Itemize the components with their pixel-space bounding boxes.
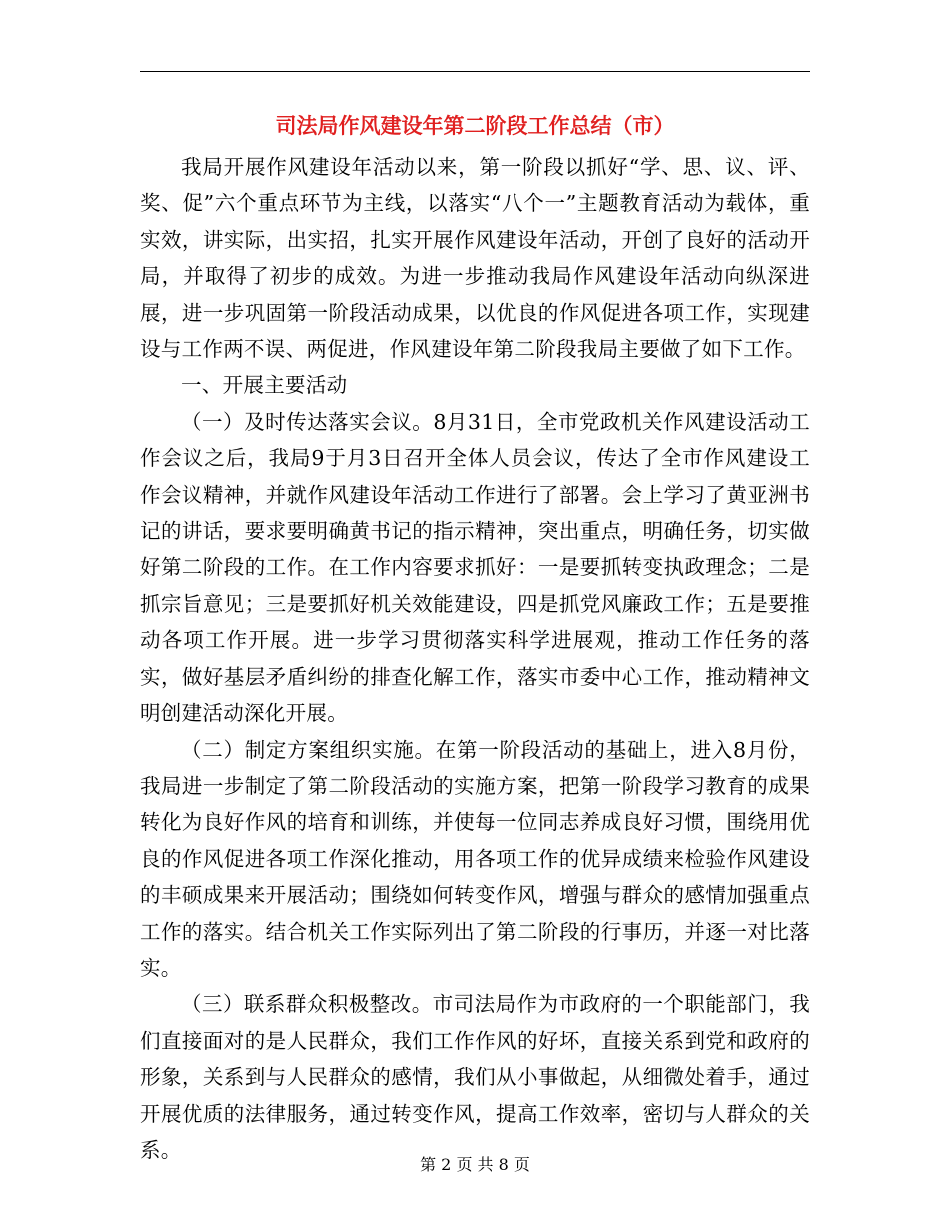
intro-paragraph: 我局开展作风建设年活动以来，第一阶段以抓好“学、思、议、评、奖、促”六个重点环节为主线，以落实“八个一”主题教育活动为载体，重实效，讲实际，出实招，扎实开展作风建设年活动，开创了良好的活动开局，并取得了初步的成效。为进一步推动我局作风建设年活动向纵深进展，进一步巩固第一阶段活动成果，以优良的作风促进各项工作，实现建设与工作两不误、两促进，作风建设年第二阶段我局主要做了如下工作。: [140, 155, 810, 362]
page-number-footer: 第 2 页 共 8 页: [420, 1155, 530, 1174]
header-rule: [140, 71, 810, 72]
paragraph-plan: （二）制定方案组织实施。在第一阶段活动的基础上，进入8月份，我局进一步制定了第二阶段活动的实施方案，把第一阶段学习教育的成果转化为良好作风的培育和训练，并使每一位同志养成良好习惯，围绕用优良的作风促进各项工作深化推动，用各项工作的优异成绩来检验作风建设的丰硕成果来开展活动；围绕如何转变作风，增强与群众的感情加强重点工作的落实。结合机关工作实际列出了第二阶段的行事历，并逐一对比落实。: [140, 737, 810, 980]
paragraph-meeting: （一）及时传达落实会议。8月31日，全市党政机关作风建设活动工作会议之后，我局9于月3日召开全体人员会议，传达了全市作风建设工作会议精神，并就作风建设年活动工作进行了部署。会上学习了黄亚洲书记的讲话，要求要明确黄书记的指示精神，突出重点，明确任务，切实做好第二阶段的工作。在工作内容要求抓好：一是要抓转变执政理念；二是抓宗旨意见；三是要抓好机关效能建设，四是抓党风廉政工作；五是要推动各项工作开展。进一步学习贯彻落实科学进展观，推动工作任务的落实，做好基层矛盾纠纷的排查化解工作，落实市委中心工作，推动精神文明创建活动深化开展。: [140, 409, 810, 726]
paragraph-rectification: （三）联系群众积极整改。市司法局作为市政府的一个职能部门，我们直接面对的是人民群众，我们工作作风的好坏，直接关系到党和政府的形象，关系到与人民群众的感情，我们从小事做起，从细微处着手，通过开展优质的法律服务，通过转变作风，提高工作效率，密切与人群众的关系。: [140, 992, 810, 1162]
document-title: 司法局作风建设年第二阶段工作总结（市）: [275, 113, 675, 138]
document-body: [140, 149, 810, 1168]
section-heading-main-activities: 一、开展主要活动: [181, 373, 348, 398]
